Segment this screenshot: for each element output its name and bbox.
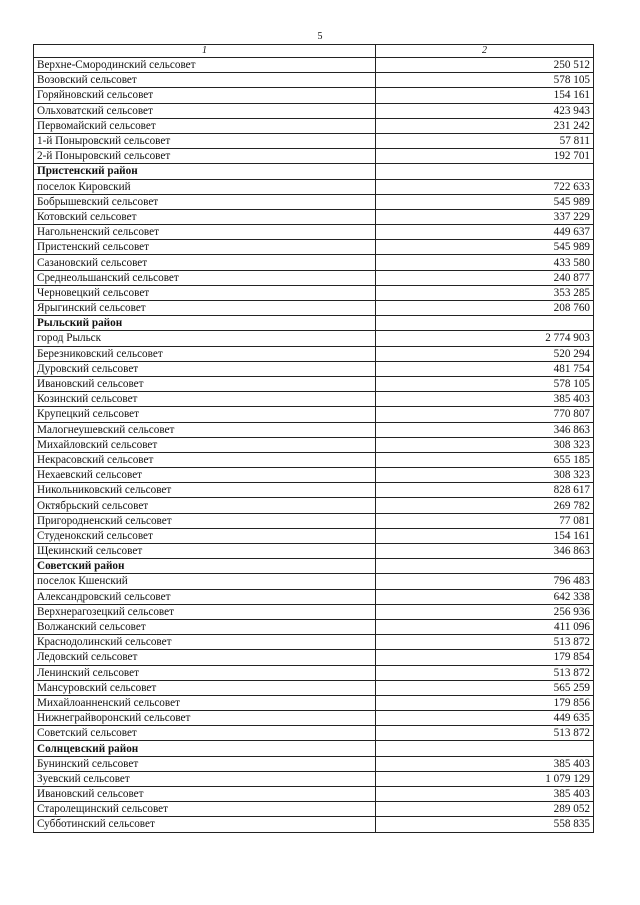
table-row (34, 787, 594, 802)
table-row (34, 331, 594, 346)
municipality-name: Возовский сельсовет (34, 73, 376, 88)
municipality-name: Александровский сельсовет (34, 589, 376, 604)
amount-cell: 481 754 (376, 361, 594, 376)
table-row (34, 149, 594, 164)
table-row (34, 452, 594, 467)
district-header-row (34, 559, 594, 574)
municipality-name: Пристенский сельсовет (34, 240, 376, 255)
amount-cell: 192 701 (376, 149, 594, 164)
municipality-name: Козинский сельсовет (34, 392, 376, 407)
municipality-name: Ольховатский сельсовет (34, 103, 376, 118)
table-row (34, 73, 594, 88)
amount-cell: 423 943 (376, 103, 594, 118)
municipality-name: Старолещинский сельсовет (34, 802, 376, 817)
amount-cell: 385 403 (376, 392, 594, 407)
table-row (34, 407, 594, 422)
amount-cell: 208 760 (376, 301, 594, 316)
amount-cell: 346 863 (376, 422, 594, 437)
table-row (34, 422, 594, 437)
column-2-number: 2 (376, 45, 594, 58)
district-header-row (34, 316, 594, 331)
table-row (34, 528, 594, 543)
amount-cell: 513 872 (376, 635, 594, 650)
budget-table (33, 44, 594, 833)
table-row (34, 301, 594, 316)
municipality-name: Никольниковский сельсовет (34, 483, 376, 498)
amount-cell: 346 863 (376, 544, 594, 559)
amount-cell: 353 285 (376, 285, 594, 300)
table-row (34, 695, 594, 710)
district-name: Рыльский район (34, 316, 376, 331)
table-row (34, 225, 594, 240)
municipality-name: Пригородненский сельсовет (34, 513, 376, 528)
amount-cell: 642 338 (376, 589, 594, 604)
municipality-name: Котовский сельсовет (34, 209, 376, 224)
amount-cell: 449 637 (376, 225, 594, 240)
district-name: Солнцевский район (34, 741, 376, 756)
amount-cell: 796 483 (376, 574, 594, 589)
municipality-name: Зуевский сельсовет (34, 771, 376, 786)
table-row (34, 483, 594, 498)
amount-cell: 57 811 (376, 133, 594, 148)
table-row (34, 133, 594, 148)
amount-cell (376, 741, 594, 756)
table-row (34, 240, 594, 255)
table-row (34, 726, 594, 741)
table-row (34, 665, 594, 680)
amount-cell: 578 105 (376, 376, 594, 391)
table-row (34, 680, 594, 695)
table-row (34, 209, 594, 224)
municipality-name: Нехаевский сельсовет (34, 468, 376, 483)
table-row (34, 771, 594, 786)
amount-cell: 558 835 (376, 817, 594, 832)
municipality-name: Ивановский сельсовет (34, 787, 376, 802)
amount-cell: 269 782 (376, 498, 594, 513)
municipality-name: Некрасовский сельсовет (34, 452, 376, 467)
amount-cell: 308 323 (376, 468, 594, 483)
table-row (34, 179, 594, 194)
municipality-name: 1-й Поныровский сельсовет (34, 133, 376, 148)
municipality-name: Щекинский сельсовет (34, 544, 376, 559)
amount-cell: 828 617 (376, 483, 594, 498)
amount-cell: 179 854 (376, 650, 594, 665)
table-row (34, 604, 594, 619)
table-row (34, 498, 594, 513)
municipality-name: Сазановский сельсовет (34, 255, 376, 270)
table-row (34, 392, 594, 407)
table-row (34, 88, 594, 103)
table-row (34, 376, 594, 391)
amount-cell: 308 323 (376, 437, 594, 452)
municipality-name: Студенокский сельсовет (34, 528, 376, 543)
table-row (34, 270, 594, 285)
amount-cell: 722 633 (376, 179, 594, 194)
district-name: Пристенский район (34, 164, 376, 179)
table-row (34, 346, 594, 361)
municipality-name: Черновецкий сельсовет (34, 285, 376, 300)
amount-cell: 179 856 (376, 695, 594, 710)
amount-cell: 545 989 (376, 240, 594, 255)
amount-cell: 513 872 (376, 726, 594, 741)
table-row (34, 711, 594, 726)
amount-cell: 520 294 (376, 346, 594, 361)
district-header-row (34, 741, 594, 756)
municipality-name: Мансуровский сельсовет (34, 680, 376, 695)
amount-cell: 565 259 (376, 680, 594, 695)
amount-cell: 77 081 (376, 513, 594, 528)
table-row (34, 619, 594, 634)
table-row (34, 285, 594, 300)
amount-cell: 250 512 (376, 58, 594, 73)
amount-cell: 231 242 (376, 118, 594, 133)
table-row (34, 361, 594, 376)
municipality-name: Ярыгинский сельсовет (34, 301, 376, 316)
table-row (34, 635, 594, 650)
district-name: Советский район (34, 559, 376, 574)
municipality-name: 2-й Поныровский сельсовет (34, 149, 376, 164)
table-row (34, 574, 594, 589)
table-row (34, 817, 594, 832)
municipality-name: Горяйновский сельсовет (34, 88, 376, 103)
municipality-name: Крупецкий сельсовет (34, 407, 376, 422)
municipality-name: поселок Кировский (34, 179, 376, 194)
district-header-row (34, 164, 594, 179)
municipality-name: Ледовский сельсовет (34, 650, 376, 665)
table-row (34, 650, 594, 665)
amount-cell: 154 161 (376, 528, 594, 543)
amount-cell: 655 185 (376, 452, 594, 467)
table-row (34, 468, 594, 483)
municipality-name: Березниковский сельсовет (34, 346, 376, 361)
amount-cell: 545 989 (376, 194, 594, 209)
table-row (34, 437, 594, 452)
municipality-name: Советский сельсовет (34, 726, 376, 741)
amount-cell: 513 872 (376, 665, 594, 680)
municipality-name: Ивановский сельсовет (34, 376, 376, 391)
amount-cell: 449 635 (376, 711, 594, 726)
amount-cell: 385 403 (376, 787, 594, 802)
municipality-name: Бунинский сельсовет (34, 756, 376, 771)
table-row (34, 802, 594, 817)
column-1-number: 1 (34, 45, 376, 58)
table-row (34, 194, 594, 209)
amount-cell: 578 105 (376, 73, 594, 88)
amount-cell: 240 877 (376, 270, 594, 285)
municipality-name: поселок Кшенский (34, 574, 376, 589)
municipality-name: город Рыльск (34, 331, 376, 346)
municipality-name: Верхнерагозецкий сельсовет (34, 604, 376, 619)
municipality-name: Среднеольшанский сельсовет (34, 270, 376, 285)
table-row (34, 544, 594, 559)
amount-cell: 154 161 (376, 88, 594, 103)
amount-cell: 256 936 (376, 604, 594, 619)
amount-cell (376, 316, 594, 331)
municipality-name: Бобрышевский сельсовет (34, 194, 376, 209)
municipality-name: Михайловский сельсовет (34, 437, 376, 452)
page-number: 5 (317, 31, 323, 42)
municipality-name: Краснодолинский сельсовет (34, 635, 376, 650)
table-row (34, 255, 594, 270)
municipality-name: Первомайский сельсовет (34, 118, 376, 133)
amount-cell: 1 079 129 (376, 771, 594, 786)
table-row (34, 103, 594, 118)
amount-cell: 289 052 (376, 802, 594, 817)
table-row (34, 756, 594, 771)
municipality-name: Ленинский сельсовет (34, 665, 376, 680)
amount-cell: 337 229 (376, 209, 594, 224)
amount-cell: 2 774 903 (376, 331, 594, 346)
table-row (34, 118, 594, 133)
municipality-name: Октябрьский сельсовет (34, 498, 376, 513)
amount-cell (376, 559, 594, 574)
amount-cell (376, 164, 594, 179)
municipality-name: Малогнеушевский сельсовет (34, 422, 376, 437)
column-number-row (34, 45, 594, 58)
municipality-name: Верхне-Смородинский сельсовет (34, 58, 376, 73)
amount-cell: 385 403 (376, 756, 594, 771)
amount-cell: 433 580 (376, 255, 594, 270)
municipality-name: Нагольненский сельсовет (34, 225, 376, 240)
municipality-name: Волжанский сельсовет (34, 619, 376, 634)
amount-cell: 770 807 (376, 407, 594, 422)
municipality-name: Михайлоанненский сельсовет (34, 695, 376, 710)
amount-cell: 411 096 (376, 619, 594, 634)
municipality-name: Субботинский сельсовет (34, 817, 376, 832)
table-row (34, 513, 594, 528)
municipality-name: Нижнеграйворонский сельсовет (34, 711, 376, 726)
municipality-name: Дуровский сельсовет (34, 361, 376, 376)
table-row (34, 589, 594, 604)
table-row (34, 58, 594, 73)
